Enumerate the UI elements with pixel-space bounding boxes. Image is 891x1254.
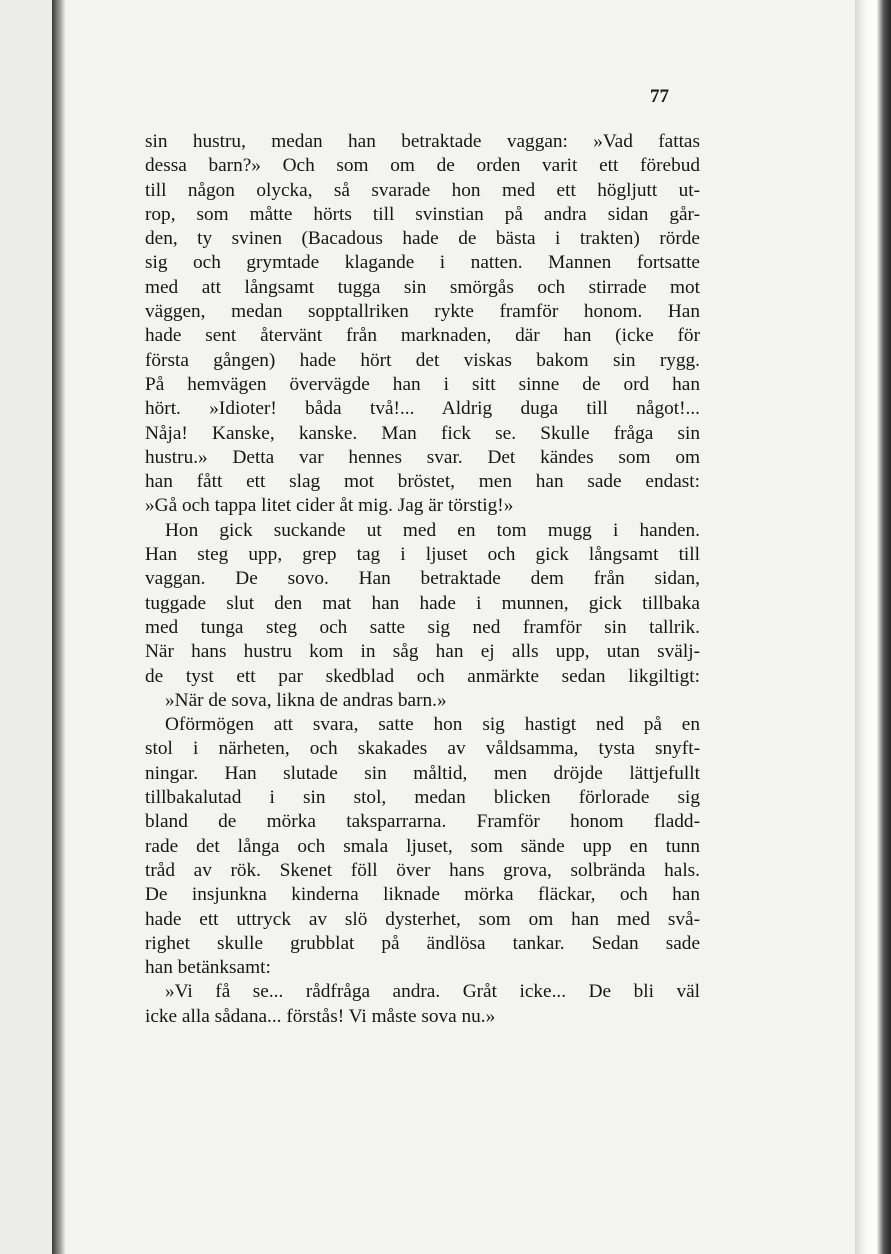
text-line: När hans hustru kom in såg han ej alls upp, utan svälj- xyxy=(145,641,700,663)
text-line: Nåja! Kanske, kanske. Man fick se. Skulle fråga sin xyxy=(145,422,700,444)
page-edge xyxy=(855,0,891,1254)
text-line: tuggade slut den mat han hade i munnen, gick tillbaka xyxy=(145,592,700,614)
text-line: han betänksamt: xyxy=(145,957,271,979)
text-line: »När de sova, likna de andras barn.» xyxy=(165,689,447,711)
text-line: stol i närheten, och skakades av våldsamma, tysta snyft- xyxy=(145,738,700,760)
text-line: hört. »Idioter! båda två!... Aldrig duga till något!... xyxy=(145,398,700,420)
text-line: väggen, medan sopptallriken rykte framför honom. Han xyxy=(145,301,700,323)
text-line: första gången) hade hört det viskas bakom sin rygg. xyxy=(145,349,700,371)
text-line: rop, som måtte hörts till svinstian på andra sidan går- xyxy=(145,203,700,225)
page-number: 77 xyxy=(650,86,669,107)
text-line: rade det långa och smala ljuset, som sände upp en tunn xyxy=(145,835,700,857)
text-line: Hon gick suckande ut med en tom mugg i handen. xyxy=(165,519,700,541)
text-line: icke alla sådana... förstås! Vi måste sova nu.» xyxy=(145,1005,496,1027)
text-line: till någon olycka, så svarade hon med ett högljutt ut- xyxy=(145,179,700,201)
text-line: den, ty svinen (Bacadous hade de bästa i trakten) rörde xyxy=(145,228,700,250)
text-line: vaggan. De sovo. Han betraktade dem från sidan, xyxy=(145,568,700,590)
text-line: med tunga steg och satte sig ned framför sin tallrik. xyxy=(145,616,700,638)
text-line: med att långsamt tugga sin smörgås och stirrade mot xyxy=(145,276,700,298)
text-line: »Vi få se... rådfråga andra. Gråt icke... De bli väl xyxy=(165,981,700,1003)
text-line: bland de mörka taksparrarna. Framför honom fladd- xyxy=(145,811,700,833)
text-line: tillbakalutad i sin stol, medan blicken förlorade sig xyxy=(145,787,700,809)
text-line: righet skulle grubblat på ändlösa tankar. Sedan sade xyxy=(145,932,700,954)
text-line: Oförmögen att svara, satte hon sig hastigt ned på en xyxy=(165,714,700,736)
text-line: sig och grymtade klagande i natten. Mannen fortsatte xyxy=(145,252,700,274)
text-line: hustru.» Detta var hennes svar. Det kändes som om xyxy=(145,446,700,468)
book-gutter xyxy=(52,0,65,1254)
body-text xyxy=(145,130,700,1029)
text-line: han fått ett slag mot bröstet, men han sade endast: xyxy=(145,471,700,493)
text-line: de tyst ett par skedblad och anmärkte sedan likgiltigt: xyxy=(145,665,700,687)
text-line: ningar. Han slutade sin måltid, men dröjde lättjefullt xyxy=(145,762,700,784)
text-line: hade sent återvänt från marknaden, där han (icke för xyxy=(145,325,700,347)
text-line: »Gå och tappa litet cider åt mig. Jag är törstig!» xyxy=(145,495,514,517)
text-line: hade ett uttryck av slö dysterhet, som om han med svå- xyxy=(145,908,700,930)
text-line: På hemvägen övervägde han i sitt sinne de ord han xyxy=(145,373,700,395)
text-line: tråd av rök. Skenet föll över hans grova, solbrända hals. xyxy=(145,859,700,881)
text-line: De insjunkna kinderna liknade mörka fläckar, och han xyxy=(145,884,700,906)
facing-page-edge xyxy=(0,0,52,1254)
text-line: sin hustru, medan han betraktade vaggan: »Vad fattas xyxy=(145,131,700,152)
text-line: Han steg upp, grep tag i ljuset och gick långsamt till xyxy=(145,544,700,566)
text-line: dessa barn?» Och som om de orden varit ett förebud xyxy=(145,155,700,177)
